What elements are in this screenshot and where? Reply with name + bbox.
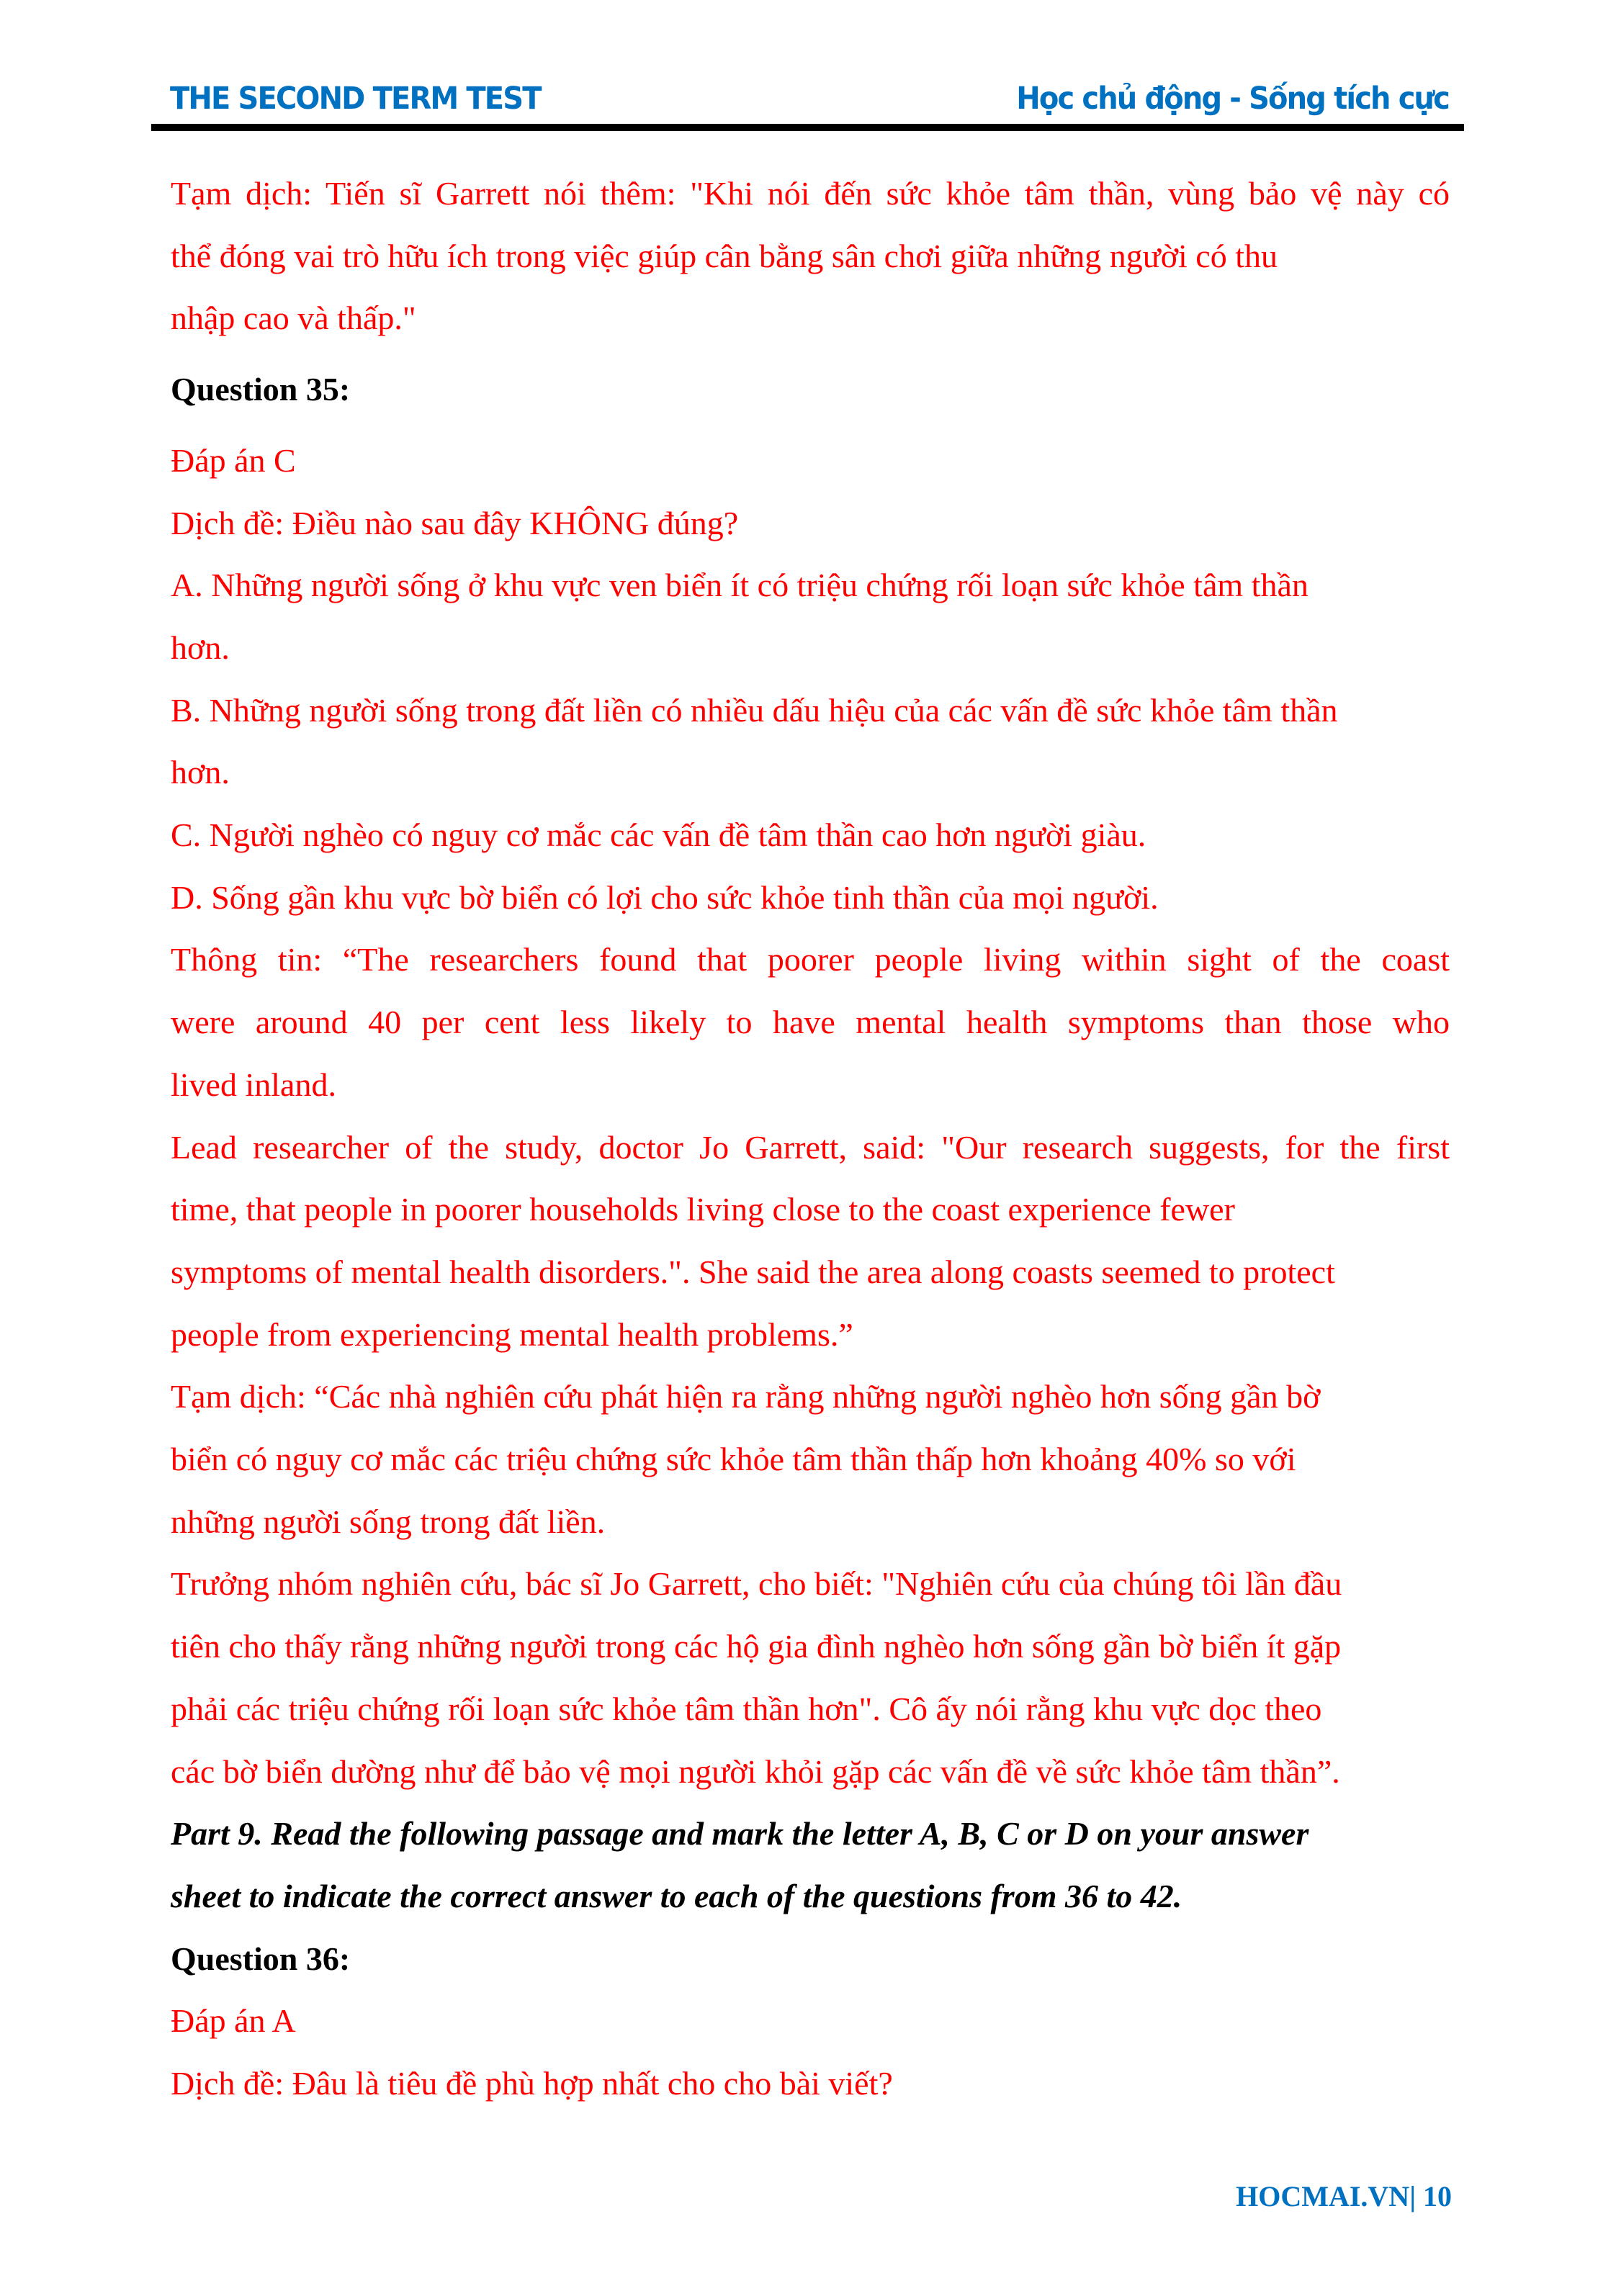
option-b: B. Những người sống trong đất liền có nhiều dấu hiệu của các vấn đề sức khỏe tâm thần (171, 691, 1338, 729)
header-slogan: Học chủ động - Sống tích cực (1016, 81, 1449, 117)
part-instruction: Part 9. Read the following passage and mark the letter A, B, C or D on your answer (171, 1815, 1309, 1852)
answer-line: Đáp án A (171, 2002, 296, 2040)
text-line: Trưởng nhóm nghiên cứu, bác sĩ Jo Garrett, cho biết: "Nghiên cứu của chúng tôi lần đầu (171, 1565, 1342, 1603)
text-line: thể đóng vai trò hữu ích trong việc giúp cân bằng sân chơi giữa những người có thu (171, 237, 1278, 274)
text-line: time, that people in poorer households living close to the coast experience fewer (171, 1191, 1235, 1228)
page-footer: HOCMAI.VN| 10 (1236, 2180, 1452, 2212)
text-line: people from experiencing mental health problems.” (171, 1315, 853, 1353)
text-line: Dịch đề: Điều nào sau đây KHÔNG đúng? (171, 504, 739, 541)
text-line: các bờ biển dường như để bảo vệ mọi người khỏi gặp các vấn đề về sức khỏe tâm thần”. (171, 1752, 1340, 1790)
text-line: were around 40 per cent less likely to have mental health symptoms than those who (171, 1004, 1450, 1041)
option-d: D. Sống gần khu vực bờ biển có lợi cho sức khỏe tinh thần của mọi người. (171, 878, 1159, 916)
text-line: nhập cao và thấp." (171, 300, 416, 337)
header-divider (151, 124, 1464, 131)
part-instruction: sheet to indicate the correct answer to each of the questions from 36 to 42. (171, 1877, 1182, 1914)
text-line: Lead researcher of the study, doctor Jo Garrett, said: "Our research suggests, for the first (171, 1128, 1450, 1166)
text-line: symptoms of mental health disorders.". She said the area along coasts seemed to protect (171, 1253, 1335, 1290)
text-line: hơn. (171, 629, 230, 666)
option-c: C. Người nghèo có nguy cơ mắc các vấn đề tâm thần cao hơn người giàu. (171, 816, 1146, 854)
text-line: tiên cho thấy rằng những người trong các hộ gia đình nghèo hơn sống gần bờ biển ít gặp (171, 1628, 1342, 1665)
question-heading: Question 36: (171, 1940, 351, 1977)
text-line: hơn. (171, 754, 230, 791)
header-title: THE SECOND TERM TEST (170, 81, 541, 117)
text-line: phải các triệu chứng rối loạn sức khỏe tâm thần hơn". Cô ấy nói rằng khu vực dọc theo (171, 1690, 1322, 1727)
text-line: biển có nguy cơ mắc các triệu chứng sức khỏe tâm thần thấp hơn khoảng 40% so với (171, 1441, 1296, 1478)
text-line: Tạm dịch: “Các nhà nghiên cứu phát hiện ra rằng những người nghèo hơn sống gần bờ (171, 1378, 1321, 1415)
text-line: lived inland. (171, 1066, 336, 1103)
text-line: Tạm dịch: Tiến sĩ Garrett nói thêm: "Khi nói đến sức khỏe tâm thần, vùng bảo vệ này có (171, 175, 1450, 212)
option-a: A. Những người sống ở khu vực ven biển ít có triệu chứng rối loạn sức khỏe tâm thần (171, 567, 1308, 604)
page-content (171, 163, 1450, 2115)
question-heading: Question 35: (171, 371, 351, 408)
text-line: những người sống trong đất liền. (171, 1503, 606, 1540)
text-line: Thông tin: “The researchers found that poorer people living within sight of the coast (171, 941, 1450, 978)
text-line: Dịch đề: Đâu là tiêu đề phù hợp nhất cho cho bài viết? (171, 2065, 893, 2102)
answer-line: Đáp án C (171, 441, 296, 479)
